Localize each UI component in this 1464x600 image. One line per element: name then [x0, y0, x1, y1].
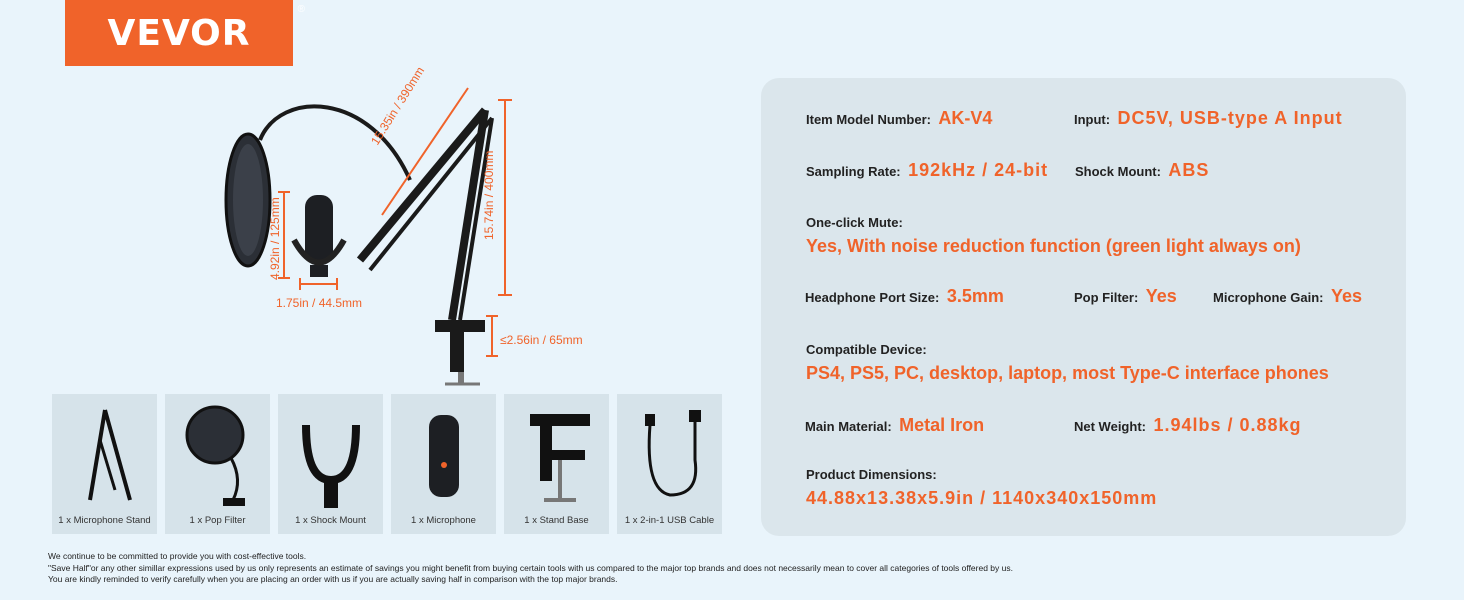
- spec-input: [1074, 108, 1343, 129]
- spec-value: Metal Iron: [899, 415, 985, 435]
- spec-value: PS4, PS5, PC, desktop, laptop, most Type-C interface phones: [806, 363, 1329, 383]
- spec-label: Net Weight:: [1074, 419, 1146, 434]
- accessory-tile: [617, 394, 722, 534]
- spec-value: ABS: [1168, 160, 1210, 180]
- accessory-tile: [504, 394, 609, 534]
- accessory-label: 1 x Microphone Stand: [58, 515, 151, 526]
- spec-label: Main Material:: [805, 419, 892, 434]
- usb-cable-icon: [625, 400, 715, 510]
- logo-text: VEVOR: [107, 12, 251, 54]
- spec-value: Yes: [1330, 286, 1362, 306]
- spec-compatible: [806, 341, 1329, 384]
- spec-label: Sampling Rate:: [806, 164, 901, 179]
- spec-headphone: [805, 286, 1004, 307]
- disclaimer-line: "Save Half"or any other simillar expressions used by us only represents an estimate of savings you might benefit from buying certain tools with us compared to the major top brands and does not necessarily mean to cover all categories of tools offered by us.: [48, 562, 1013, 573]
- product-illustration: [220, 64, 620, 400]
- arm-lower-dimension: 15.74in / 400mm: [482, 150, 496, 240]
- microphone-icon: [399, 400, 489, 510]
- spec-model: [806, 108, 992, 129]
- spec-material: [805, 415, 984, 436]
- spec-label: Compatible Device:: [806, 342, 927, 357]
- spec-value: 192kHz / 24-bit: [908, 160, 1049, 180]
- spec-label: Pop Filter:: [1074, 290, 1139, 305]
- spec-label: Shock Mount:: [1075, 164, 1161, 179]
- accessory-tile: [52, 394, 157, 534]
- spec-pop: [1074, 286, 1177, 307]
- clamp-icon: [512, 400, 602, 510]
- clamp-dimension: ≤2.56in / 65mm: [500, 333, 583, 347]
- spec-label: Headphone Port Size:: [805, 290, 940, 305]
- vevor-logo: [65, 0, 305, 66]
- mic-width-dimension: 1.75in / 44.5mm: [276, 296, 363, 310]
- accessory-label: 1 x Pop Filter: [189, 515, 246, 526]
- spec-panel: [761, 78, 1406, 536]
- spec-label: Microphone Gain:: [1213, 290, 1324, 305]
- shock-mount-icon: [286, 400, 376, 510]
- spec-value: 44.88x13.38x5.9in / 1140x340x150mm: [806, 488, 1158, 508]
- spec-label: Product Dimensions:: [806, 467, 937, 482]
- spec-dimensions: [806, 466, 1157, 509]
- disclaimer-line: We continue to be committed to provide you with cost-effective tools.: [48, 551, 307, 561]
- stand-icon: [60, 400, 150, 510]
- spec-mute: [806, 214, 1301, 257]
- spec-value: Yes: [1145, 286, 1177, 306]
- spec-value: 3.5mm: [946, 286, 1004, 306]
- spec-value: 1.94lbs / 0.88kg: [1153, 415, 1302, 435]
- spec-weight: [1074, 415, 1302, 436]
- mic-height-dimension: 4.92in / 125mm: [268, 197, 282, 280]
- spec-gain: [1213, 286, 1362, 307]
- accessory-list: [52, 394, 722, 534]
- spec-value: AK-V4: [938, 108, 993, 128]
- spec-label: Item Model Number:: [806, 112, 931, 127]
- spec-sampling: [806, 160, 1048, 181]
- accessory-tile: [391, 394, 496, 534]
- accessory-tile: [278, 394, 383, 534]
- pop-filter-icon: [173, 400, 263, 510]
- spec-value: Yes, With noise reduction function (green light always on): [806, 236, 1301, 256]
- accessory-tile: [165, 394, 270, 534]
- disclaimer-line: You are kindly reminded to verify carefully when you are placing an order with us if you are actually saving half in comparison with the top major brands.: [48, 574, 618, 584]
- accessory-label: 1 x Microphone: [411, 515, 476, 526]
- accessory-label: 1 x Shock Mount: [295, 515, 366, 526]
- spec-value: DC5V, USB-type A Input: [1117, 108, 1343, 128]
- accessory-label: 1 x 2-in-1 USB Cable: [624, 515, 715, 526]
- spec-label: Input:: [1074, 112, 1111, 127]
- spec-label: One-click Mute:: [806, 215, 903, 230]
- registered-mark: ®: [297, 4, 305, 15]
- arm-upper-dimension: 15.35in / 390mm: [368, 64, 428, 148]
- spec-shock: [1075, 160, 1209, 181]
- accessory-label: 1 x Stand Base: [524, 515, 589, 526]
- disclaimer: [48, 551, 1013, 586]
